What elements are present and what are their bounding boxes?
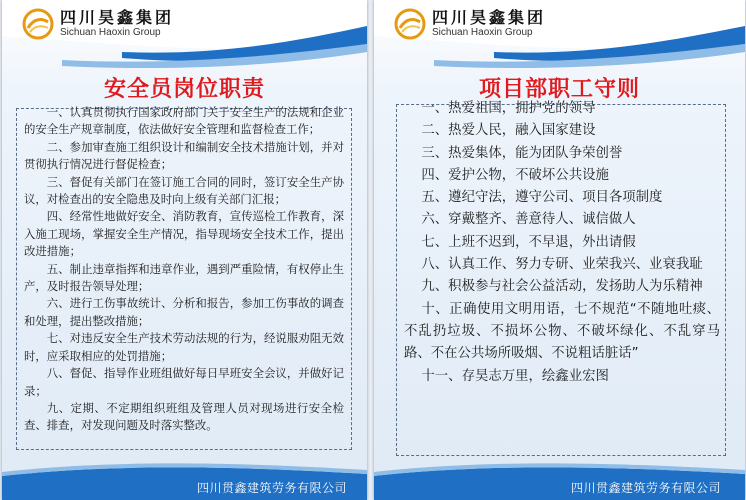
duty-item: 三、督促有关部门在签订施工合同的同时，签订安全生产协议，对检查出的安全隐患及时向上级有关部门汇报； [24,174,344,207]
board-header [2,0,367,72]
company-name-en: Sichuan Haoxin Group [60,27,161,38]
code-item: 九、积极参与社会公益活动，发扬助人为乐精神 [421,279,703,295]
code-item: 二、热爱人民，融入国家建设 [421,123,596,139]
code-item: 五、遵纪守法，遵守公司、项目各项制度 [421,190,663,206]
duty-item: 八、督促、指导作业班组做好每日早班安全会议，并做好记录； [24,366,344,398]
code-item: 十一、存昊志万里，绘鑫业宏图 [421,368,609,384]
code-item: 七、上班不迟到，不早退，外出请假 [421,234,636,250]
board-footer [374,462,745,500]
company-name-cn: 四川昊鑫集团 [432,8,547,27]
code-item: 八、认真工作、努力专研、业荣我兴、业衰我耻 [421,257,703,273]
board-footer [2,462,367,500]
footer-company-name: 四川贯鑫建筑劳务有限公司 [196,481,347,495]
haoxin-logo-icon [394,8,426,40]
code-item: 四、爱护公物，不破坏公共设施 [421,167,609,183]
code-item: 十、正确使用文明用语，七不规范“不随地吐痰、不乱扔垃圾、不损坏公物、不破坏绿化、不乱穿马路、不在公共场所吸烟、不说粗话脏话” [404,301,720,362]
duty-item: 四、经常性地做好安全、消防教育，宣传巡检工作教育，深入施工现场，掌握安全生产情况，指导现场安全技术工作，提出改进措施； [24,209,344,259]
code-item: 三、热爱集体，能为团队争荣创誉 [421,145,623,161]
duty-item: 五、制止违章指挥和违章作业，遇到严重险情，有权停止生产，及时报告领导处理； [24,261,344,294]
company-logo [22,8,174,40]
code-list [404,98,720,388]
duty-item: 一、认真贯彻执行国家政府部门关于安全生产的法规和企业的安全生产规章制度，依法做好安全管理和监督检查工作； [24,105,344,137]
duty-item: 二、参加审查施工组织设计和编制安全技术措施计划，并对贯彻执行情况进行督促检查； [24,139,344,172]
safety-officer-board [2,0,367,500]
company-name-en: Sichuan Haoxin Group [432,27,533,38]
company-logo [394,8,546,40]
board-title: 安全员岗位职责 [103,77,265,102]
board-header [374,0,745,72]
footer-company-name: 四川贯鑫建筑劳务有限公司 [570,481,721,495]
employee-code-board [374,0,745,500]
haoxin-logo-icon [22,8,54,40]
duty-item: 六、进行工伤事故统计、分析和报告，参加工伤事故的调查和处理，提出整改措施； [24,296,344,328]
duties-list [24,104,344,435]
board-title: 项目部职工守则 [478,77,640,102]
code-item: 六、穿戴整齐、善意待人、诚信做人 [421,212,636,228]
code-item: 一、热爱祖国，拥护党的领导 [421,101,596,116]
duty-item: 九、定期、不定期组织班组及管理人员对现场进行安全检查、排查，对发现问题及时落实整改。 [24,400,344,433]
company-name-cn: 四川昊鑫集团 [60,8,175,27]
duty-item: 七、对违反安全生产技术劳动法规的行为，经说服劝阻无效时，应采取相应的处罚措施； [24,331,344,363]
